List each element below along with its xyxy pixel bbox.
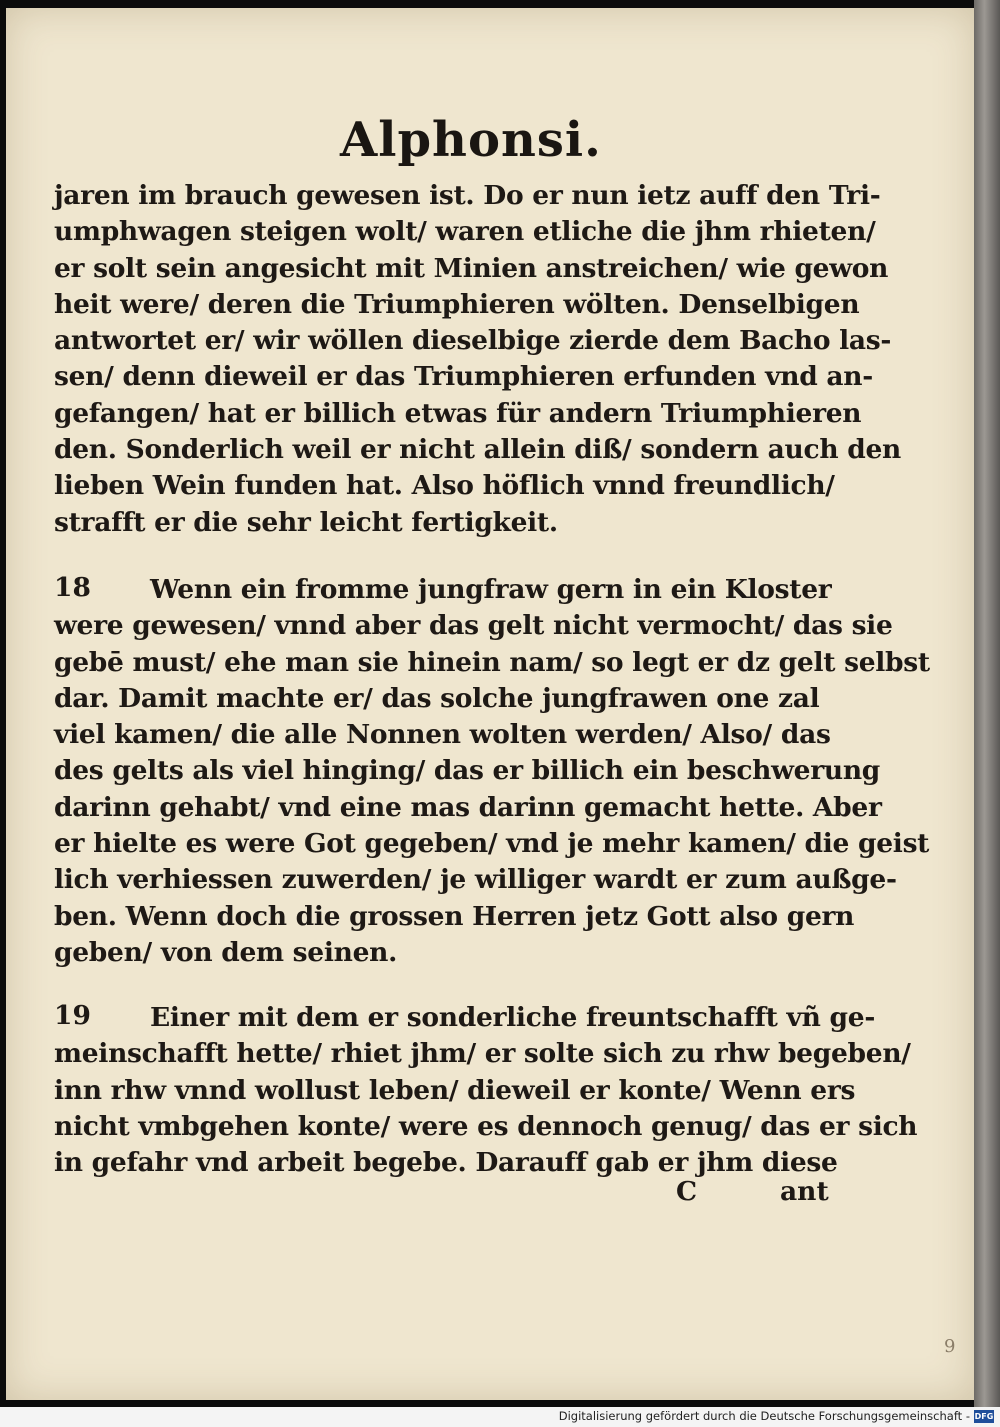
section-19-text bbox=[54, 1000, 918, 1181]
text-line: antwortet er/ wir wöllen dieselbige zierde dem Bacho las- bbox=[54, 325, 892, 357]
paragraph-intro bbox=[54, 178, 901, 541]
text-line: were gewesen/ vnnd aber das gelt nicht vermocht/ das sie bbox=[54, 610, 893, 642]
text-line: Einer mit dem er sonderliche freuntschafft vñ ge- bbox=[150, 1002, 876, 1033]
text-line: er solt sein angesicht mit Minien anstreichen/ wie gewon bbox=[54, 252, 889, 284]
footer-bar bbox=[0, 1407, 1000, 1427]
signature-mark: C bbox=[676, 1176, 698, 1207]
text-line: gebē must/ ehe man sie hinein nam/ so legt er dz gelt selbst bbox=[54, 646, 930, 678]
text-line: lieben Wein funden hat. Also höflich vnnd freundlich/ bbox=[54, 470, 835, 502]
section-number-18: 18 bbox=[54, 572, 91, 603]
text-line: gefangen/ hat er billich etwas für andern Triumphieren bbox=[54, 397, 862, 429]
text-line: heit were/ deren die Triumphieren wölten. Denselbigen bbox=[54, 288, 860, 320]
text-line: des gelts als viel hinging/ das er billich ein beschwerung bbox=[54, 755, 881, 787]
text-line: nicht vmbgehen konte/ were es dennoch genug/ das er sich bbox=[54, 1110, 918, 1142]
text-line: lich verhiessen zuwerden/ je williger wardt er zum außge- bbox=[54, 864, 897, 896]
text-line: den. Sonderlich weil er nicht allein diß/ sondern auch den bbox=[54, 434, 901, 466]
catchword: ant bbox=[780, 1176, 829, 1207]
text-line: umphwagen steigen wolt/ waren etliche die jhm rhieten/ bbox=[54, 216, 876, 248]
text-line: jaren im brauch gewesen ist. Do er nun ietz auff den Tri- bbox=[54, 180, 881, 211]
text-line: inn rhw vnnd wollust leben/ dieweil er konte/ Wenn ers bbox=[54, 1074, 856, 1106]
text-line: in gefahr vnd arbeit begebe. Darauff gab er jhm diese bbox=[54, 1147, 838, 1179]
text-line: ben. Wenn doch die grossen Herren jetz Gott also gern bbox=[54, 900, 855, 932]
text-line: darinn gehabt/ vnd eine mas darinn gemacht hette. Aber bbox=[54, 791, 882, 823]
folio-number: 9 bbox=[944, 1336, 956, 1357]
section-number-19: 19 bbox=[54, 1000, 91, 1031]
text-line: Wenn ein fromme jungfraw gern in ein Kloster bbox=[150, 574, 832, 605]
section-18-text bbox=[54, 572, 930, 971]
running-header: Alphonsi. bbox=[340, 112, 602, 168]
text-line: er hielte es were Got gegeben/ vnd je mehr kamen/ die geist bbox=[54, 828, 930, 860]
text-line: geben/ von dem seinen. bbox=[54, 936, 398, 968]
dfg-logo-icon: DFG bbox=[974, 1412, 994, 1421]
funding-credit: Digitalisierung gefördert durch die Deutsche Forschungsgemeinschaft - bbox=[558, 1409, 970, 1423]
text-line: dar. Damit machte er/ das solche jungfrawen one zal bbox=[54, 682, 820, 714]
text-line: sen/ denn dieweil er das Triumphieren erfunden vnd an- bbox=[54, 361, 873, 393]
page-edge bbox=[974, 0, 1000, 1407]
text-line: strafft er die sehr leicht fertigkeit. bbox=[54, 506, 558, 538]
text-line: meinschafft hette/ rhiet jhm/ er solte sich zu rhw begeben/ bbox=[54, 1038, 911, 1070]
text-line: viel kamen/ die alle Nonnen wolten werden/ Also/ das bbox=[54, 719, 831, 751]
